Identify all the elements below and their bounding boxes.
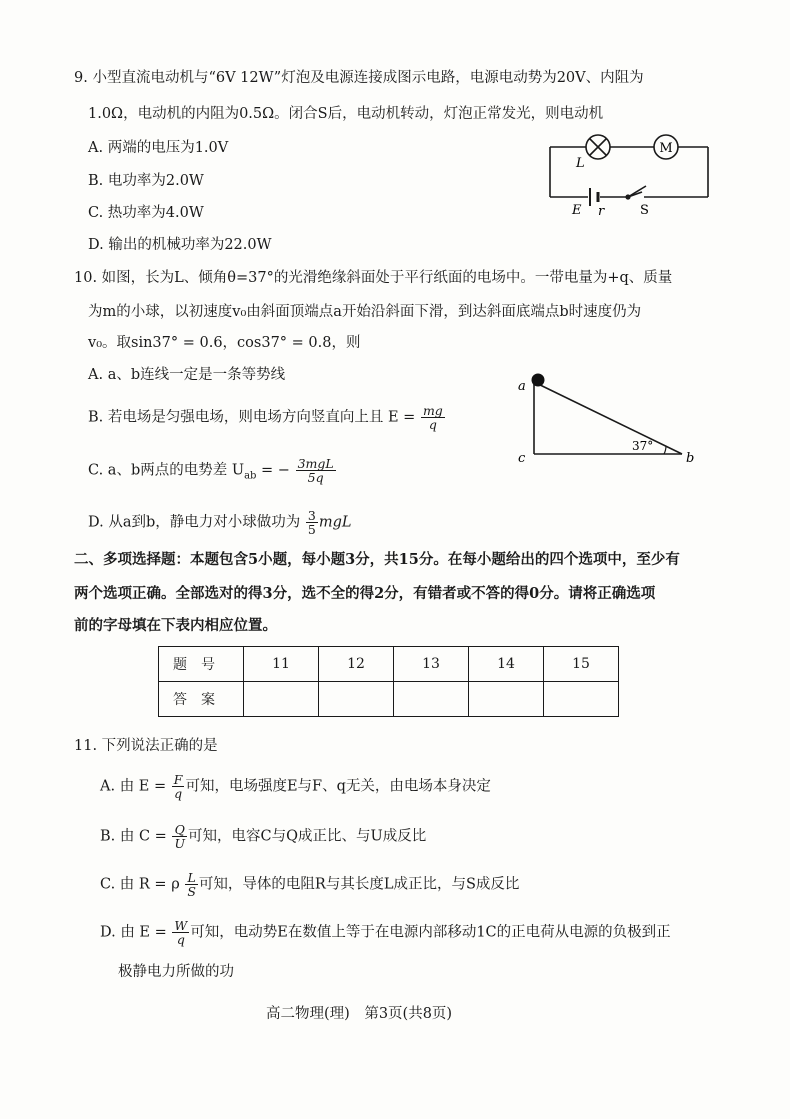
q11-option-a: A. 由 E = $\frac{F}{q}$ 可知，电场强度E与F、q无关，由电场本身决定 <box>100 772 491 801</box>
q10-stem-line3: v₀。取sin37° = 0.6，cos37° = 0.8，则 <box>88 335 361 351</box>
motor-label: M <box>659 141 673 156</box>
q9-option-b: B. 电功率为2.0W <box>88 173 204 189</box>
q10-option-a: A. a、b连线一定是一条等势线 <box>88 367 286 383</box>
answer-cell-13[interactable] <box>394 682 469 717</box>
page-footer: 高二物理(理) 第3页(共8页) <box>266 1006 453 1022</box>
answer-cell-14[interactable] <box>469 682 544 717</box>
q10-stem-line1: 10. 如图，长为L、倾角θ=37°的光滑绝缘斜面处于平行纸面的电场中。一带电量为+q、质量 <box>74 270 673 286</box>
section2-line2: 两个选项正确。全部选对的得3分，选不全的得2分，有错者或不答的得0分。请将正确选项 <box>74 585 656 602</box>
q11-option-b: B. 由 C = $\frac{Q}{U}$ 可知，电容C与Q成正比、与U成反比 <box>100 822 427 851</box>
q11-option-d-line2: 极静电力所做的功 <box>118 964 234 980</box>
table-cell-number: 14 <box>469 647 544 682</box>
table-cell-number: 12 <box>319 647 394 682</box>
q9-option-c: C. 热功率为4.0W <box>88 205 204 221</box>
lamp-label: L <box>576 156 585 171</box>
emf-label: E <box>572 203 582 218</box>
table-cell-number: 11 <box>244 647 319 682</box>
table-header-number: 题号 <box>159 647 244 682</box>
q10-option-b: B. 若电场是匀强电场，则电场方向竖直向上且 E = $\frac{mg}{q}$ <box>88 403 443 432</box>
q9-stem-line2: 1.0Ω，电动机的内阻为0.5Ω。闭合S后，电动机转动，灯泡正常发光，则电动机 <box>88 106 604 122</box>
table-header-answer: 答案 <box>159 682 244 717</box>
table-cell-number: 15 <box>544 647 619 682</box>
table-cell-number: 13 <box>394 647 469 682</box>
table-row <box>159 682 619 717</box>
section2-line1: 二、多项选择题：本题包含5小题，每小题3分，共15分。在每小题给出的四个选项中，至少有 <box>74 551 680 568</box>
section2-line3: 前的字母填在下表内相应位置。 <box>74 617 277 634</box>
answer-cell-11[interactable] <box>244 682 319 717</box>
switch-label: S <box>640 203 649 218</box>
table-row <box>159 647 619 682</box>
q11-stem: 11. 下列说法正确的是 <box>74 738 218 754</box>
q10-incline-figure <box>514 370 704 470</box>
q9-option-a: A. 两端的电压为1.0V <box>88 140 229 156</box>
resistance-label: r <box>598 204 605 219</box>
answer-cell-12[interactable] <box>319 682 394 717</box>
q9-option-d: D. 输出的机械功率为22.0W <box>88 237 272 253</box>
angle-label: 37° <box>632 439 654 453</box>
q11-option-d: D. 由 E = $\frac{W}{q}$ 可知，电动势E在数值上等于在电源内部移动1C的正电荷从电源的负极到正 <box>100 918 671 947</box>
point-b-label: b <box>686 451 695 466</box>
answer-table <box>158 646 619 717</box>
point-c-label: c <box>518 451 526 466</box>
point-a-label: a <box>518 379 526 394</box>
q10-stem-line2: 为m的小球，以初速度v₀由斜面顶端点a开始沿斜面下滑，到达斜面底端点b时速度仍为 <box>88 304 642 320</box>
answer-cell-15[interactable] <box>544 682 619 717</box>
q10-option-c: C. a、b两点的电势差 $U_{ab}$ = − $\frac{\text{3mgL}}{5q}$ <box>88 456 334 485</box>
q10-option-d: D. 从a到b，静电力对小球做功为 $\frac{3}{5}$ mgL <box>88 508 352 537</box>
q11-option-c: C. 由 R = ρ $\frac{L}{S}$ 可知，导体的电阻R与其长度L成正比，与S成反比 <box>100 870 520 899</box>
q9-stem-line1: 9. 小型直流电动机与“6V 12W”灯泡及电源连接成图示电路，电源电动势为20V、内阻为 <box>74 70 644 86</box>
q9-circuit-diagram <box>546 134 716 219</box>
